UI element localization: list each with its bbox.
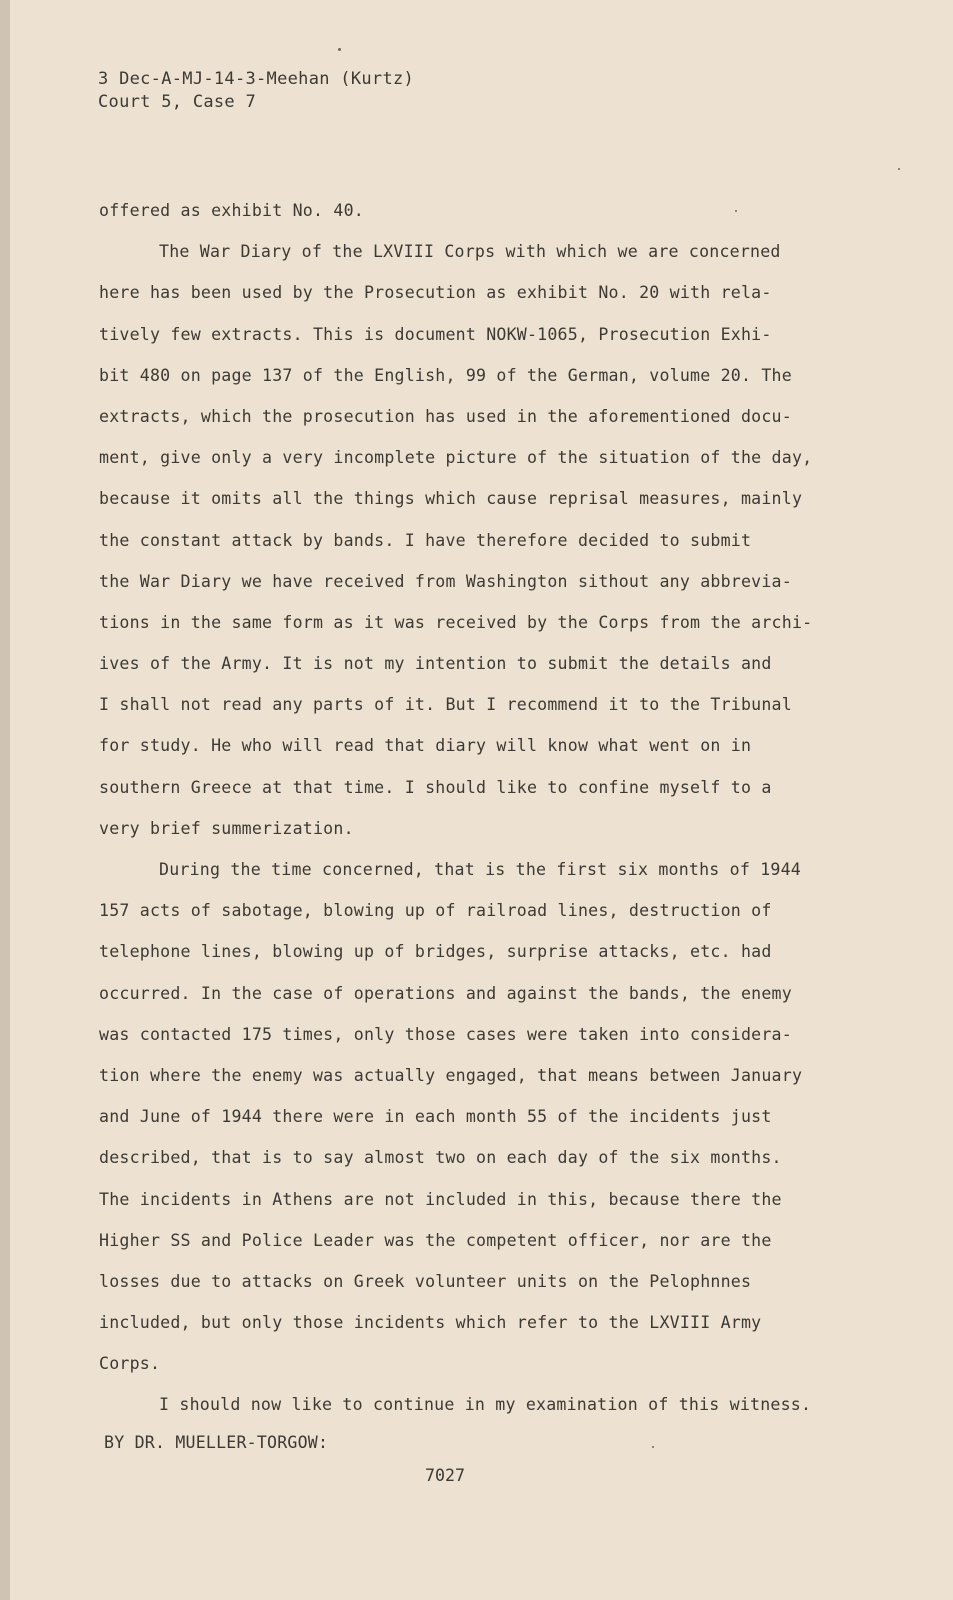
examiner-byline: BY DR. MUELLER-TORGOW: bbox=[104, 1433, 329, 1452]
paragraph bbox=[99, 1384, 821, 1425]
paper-speck bbox=[735, 210, 737, 212]
text-line: losses due to attacks on Greek volunteer units on the Pelophnnes bbox=[99, 1271, 752, 1291]
text-line: offered as exhibit No. 40. bbox=[99, 201, 364, 220]
paper-speck bbox=[898, 168, 900, 170]
text-line: telephone lines, blowing up of bridges, surprise attacks, etc. had bbox=[99, 942, 772, 962]
text-line: was contacted 175 times, only those cases were taken into considera- bbox=[99, 1024, 792, 1044]
text-line: and June of 1944 there were in each month 55 of the incidents just bbox=[99, 1107, 772, 1127]
text-line: ives of the Army. It is not my intention to submit the details and bbox=[99, 654, 772, 674]
page-edge bbox=[0, 0, 10, 1600]
text-line: tion where the enemy was actually engaged, that means between January bbox=[99, 1065, 803, 1085]
text-line: Corps. bbox=[99, 1354, 161, 1374]
text-line: I should now like to continue in my examination of this witness. bbox=[159, 1395, 812, 1415]
text-line: southern Greece at that time. I should like to confine myself to a bbox=[99, 777, 772, 797]
text-line: tively few extracts. This is document NOKW-1065, Prosecution Exhi- bbox=[99, 324, 772, 344]
text-line: tions in the same form as it was received by the Corps from the archi- bbox=[99, 612, 813, 632]
text-line: for study. He who will read that diary will know what went on in bbox=[99, 736, 752, 756]
paragraph bbox=[99, 231, 821, 849]
header-reference: 3 Dec-A-MJ-14-3-Meehan (Kurtz) bbox=[98, 69, 415, 89]
text-line: extracts, which the prosecution has used in the aforementioned docu- bbox=[99, 406, 792, 426]
text-line: Higher SS and Police Leader was the competent officer, nor are the bbox=[99, 1230, 772, 1250]
page-number: 7027 bbox=[425, 1466, 465, 1485]
text-line: bit 480 on page 137 of the English, 99 of the German, volume 20. The bbox=[99, 365, 792, 385]
text-line: the War Diary we have received from Washington sithout any abbrevia- bbox=[99, 571, 792, 591]
document-header bbox=[98, 68, 414, 114]
text-line: here has been used by the Prosecution as exhibit No. 20 with rela- bbox=[99, 283, 772, 303]
text-line: occurred. In the case of operations and against the bands, the enemy bbox=[99, 983, 792, 1003]
paper-speck bbox=[652, 1446, 654, 1448]
text-line: very brief summerization. bbox=[99, 818, 354, 838]
text-line: the constant attack by bands. I have therefore decided to submit bbox=[99, 530, 752, 550]
text-line: 157 acts of sabotage, blowing up of railroad lines, destruction of bbox=[99, 901, 772, 921]
paragraph bbox=[99, 190, 821, 231]
text-line: The War Diary of the LXVIII Corps with which we are concerned bbox=[159, 242, 781, 262]
paper-speck bbox=[338, 48, 341, 51]
paragraph bbox=[99, 849, 821, 1384]
text-line: described, that is to say almost two on each day of the six months. bbox=[99, 1148, 782, 1168]
text-line: included, but only those incidents which refer to the LXVIII Army bbox=[99, 1313, 762, 1333]
header-court-case: Court 5, Case 7 bbox=[98, 92, 257, 112]
text-line: I shall not read any parts of it. But I recommend it to the Tribunal bbox=[99, 695, 792, 715]
text-line: The incidents in Athens are not included in this, because there the bbox=[99, 1189, 782, 1209]
text-line: ment, give only a very incomplete picture of the situation of the day, bbox=[99, 448, 813, 468]
transcript-body bbox=[99, 190, 821, 1426]
text-line: because it omits all the things which cause reprisal measures, mainly bbox=[99, 489, 803, 509]
text-line: During the time concerned, that is the first six months of 1944 bbox=[159, 860, 801, 879]
